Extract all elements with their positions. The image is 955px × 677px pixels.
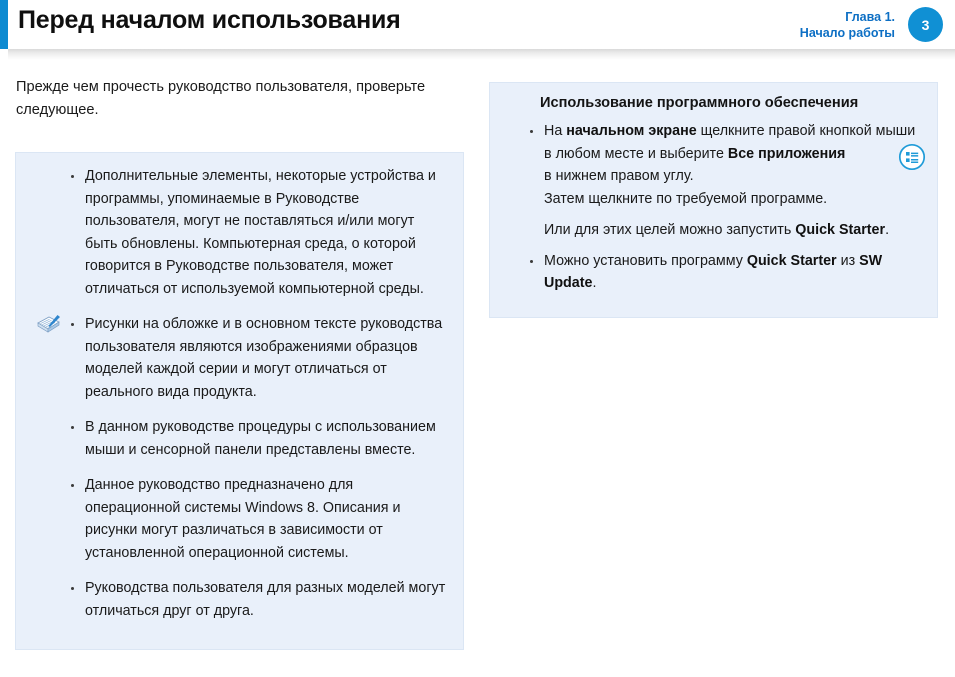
- right-box-title: Использование программного обеспечения: [540, 95, 859, 111]
- bullet2-bold-sw-update: SW Update: [544, 252, 883, 291]
- bullet2-text-part1: Можно установить программу: [544, 252, 747, 269]
- notes-box-right: [489, 82, 938, 318]
- list-item: Руководства пользователя для разных моделей могут отличаться друг от друга.: [68, 577, 449, 622]
- all-apps-list-icon: [898, 143, 926, 171]
- list-item: [527, 250, 923, 295]
- bullet1-line-or: [544, 219, 923, 242]
- bullet1-line-then: Затем щелкните по требуемой программе.: [544, 190, 828, 207]
- list-item: Рисунки на обложке и в основном тексте руководства пользователя являются изображениями образцов моделей каждой серии и могут отличаться от реального вида продукта.: [68, 313, 449, 403]
- intro-paragraph: Прежде чем прочесть руководство пользователя, проверьте следующее.: [16, 79, 426, 118]
- bullet1-or-part2: .: [885, 222, 890, 238]
- bullet1-bold-start-screen: начальном экране: [566, 123, 697, 139]
- page-title: Перед началом использования: [18, 6, 401, 34]
- list-item: В данном руководстве процедуры с использованием мыши и сенсорной панели представлены вместе.: [68, 416, 449, 461]
- page-header: [0, 0, 955, 49]
- list-item: Дополнительные элементы, некоторые устройства и программы, упоминаемые в Руководстве пользователя, могут не поставляться и/или могут быть обновлены. Компьютерная среда, о которой говорится в Руководстве пользователя, может отличаться от используемой компьютерной среды.: [68, 165, 449, 300]
- bullet2-text-part3: .: [592, 275, 597, 291]
- header-shadow: [8, 49, 955, 60]
- bullet2-bold-quick-starter: Quick Starter: [746, 252, 837, 269]
- bullet1-bold-quick-starter: Quick Starter: [795, 222, 886, 238]
- page-number-badge: 3: [908, 7, 943, 42]
- note-pencil-icon: [37, 314, 61, 335]
- bullet1-text-part1: На: [544, 123, 567, 139]
- list-item: Данное руководство предназначено для операционной системы Windows 8. Описания и рисунки могут различаться в зависимости от установленной операционной системы.: [68, 474, 449, 564]
- notes-box-left: [15, 152, 464, 650]
- header-accent-stripe: [0, 0, 8, 49]
- bullet1-text-part2: щелкните правой кнопкой мыши в любом месте и выберите: [544, 123, 916, 162]
- left-box-bullet-list: [68, 165, 449, 622]
- bullet1-bold-all-apps: Все приложения: [727, 145, 846, 162]
- chapter-line-2: Начало работы: [799, 26, 895, 40]
- right-box-bullet-list: [527, 120, 923, 295]
- bullet1-or-part1: Или для этих целей можно запустить: [544, 222, 796, 238]
- bullet2-text-part2: из: [836, 252, 860, 269]
- chapter-label: [800, 9, 895, 41]
- bullet1-line-corner: в нижнем правом углу.: [544, 168, 694, 184]
- list-item: [527, 120, 923, 242]
- chapter-line-1: Глава 1.: [845, 10, 895, 24]
